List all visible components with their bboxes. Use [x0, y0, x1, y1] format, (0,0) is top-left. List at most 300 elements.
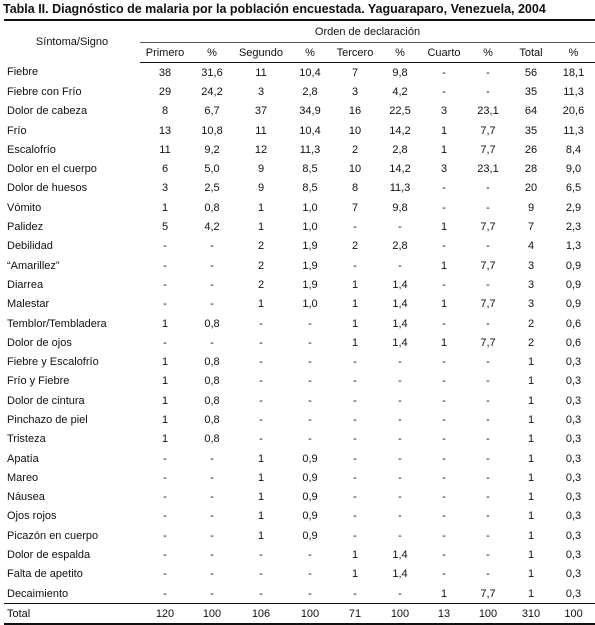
table-cell: 1	[257, 510, 265, 523]
table-row	[4, 410, 595, 429]
table-cell: 100	[190, 604, 234, 625]
table-cell: -	[442, 240, 446, 253]
table-cell: 8,5	[302, 163, 318, 176]
table-cell: -	[163, 298, 167, 311]
table-row	[4, 449, 595, 468]
table-cell: 7,7	[480, 587, 496, 600]
table-cell: -	[259, 587, 263, 600]
table-cell: 2,5	[204, 182, 220, 195]
table-cell: 9,8	[392, 201, 408, 214]
table-row	[4, 565, 595, 584]
table-cell: 7,7	[480, 259, 496, 272]
table-cell: 28	[524, 163, 538, 176]
table-cell: -	[308, 375, 312, 388]
table-cell: -	[398, 356, 402, 369]
table-cell: -	[442, 317, 446, 330]
table-cell: 0,8	[204, 317, 220, 330]
table-cell: 3	[257, 85, 265, 98]
table-cell: 5,0	[204, 163, 220, 176]
table-cell: -	[398, 433, 402, 446]
table-cell: -	[442, 278, 446, 291]
table-cell: -	[210, 336, 214, 349]
table-cell: 2	[527, 317, 535, 330]
row-label: Escalofrío	[7, 143, 56, 156]
table-cell: 1	[257, 452, 265, 465]
table-cell: 1	[527, 375, 535, 388]
table-cell: 18,1	[562, 66, 585, 79]
total-row	[4, 604, 595, 625]
row-label: Náusea	[7, 491, 45, 504]
column-header: %	[466, 43, 510, 63]
row-label: Dolor de cabeza	[7, 105, 88, 118]
table-cell: 9,0	[565, 163, 582, 176]
table-cell: 2,8	[302, 85, 318, 98]
table-cell: 0,8	[204, 413, 220, 426]
row-label: Decaimiento	[7, 587, 69, 600]
table-cell: 16	[348, 105, 362, 118]
row-label: Frío y Fiebre	[7, 375, 70, 388]
table-cell: 2	[351, 240, 359, 253]
table-cell: -	[442, 85, 446, 98]
table-cell: 1	[440, 143, 448, 156]
table-cell: 1	[257, 491, 265, 504]
column-header: %	[190, 43, 234, 63]
table-cell: -	[442, 182, 446, 195]
declaration-order-header: Orden de declaración	[140, 20, 595, 43]
table-cell: 8	[161, 105, 169, 118]
table-cell: 1,0	[302, 298, 318, 311]
table-cell: 11	[159, 143, 171, 156]
table-cell: -	[486, 471, 490, 484]
table-cell: 23,1	[477, 105, 499, 118]
table-cell: 1	[161, 413, 169, 426]
table-cell: 26	[524, 143, 538, 156]
table-row	[4, 314, 595, 333]
table-cell: 0,3	[565, 452, 582, 465]
table-cell: 1	[351, 549, 359, 562]
table-cell: 8	[351, 182, 359, 195]
column-header: %	[552, 43, 595, 63]
row-label: Pinchazo de piel	[7, 413, 88, 426]
table-cell: -	[163, 549, 167, 562]
table-title: Tabla II. Diagnóstico de malaria por la población encuestada. Yaguaraparo, Venezuela, 2004	[3, 2, 546, 16]
table-cell: 0,9	[565, 259, 582, 272]
column-header: Segundo	[234, 43, 288, 63]
table-cell: 7,7	[480, 336, 496, 349]
table-cell: 10	[348, 124, 362, 137]
table-cell: -	[442, 413, 446, 426]
table-row	[4, 82, 595, 101]
table-cell: -	[442, 491, 446, 504]
table-cell: -	[353, 394, 357, 407]
table-cell: 0,8	[204, 201, 220, 214]
table-cell: -	[486, 394, 490, 407]
table-cell: -	[163, 510, 167, 523]
table-cell: 100	[378, 604, 422, 625]
table-cell: -	[353, 529, 357, 542]
table-cell: 1,9	[302, 278, 318, 291]
row-label: Frío	[7, 124, 27, 137]
table-cell: 56	[524, 66, 538, 79]
table-cell: -	[353, 491, 357, 504]
table-cell: 34,9	[299, 105, 321, 118]
row-label: Debilidad	[7, 240, 53, 253]
table-cell: -	[486, 182, 490, 195]
table-cell: 71	[332, 604, 378, 625]
table-cell: -	[486, 85, 490, 98]
table-cell: -	[210, 240, 214, 253]
table-cell: -	[486, 375, 490, 388]
row-label: Falta de apetito	[7, 568, 83, 581]
row-label: Fiebre con Frío	[7, 85, 82, 98]
row-label: Dolor en el cuerpo	[7, 163, 97, 176]
table-cell: 3	[527, 259, 535, 272]
table-cell: 11,3	[563, 124, 584, 137]
table-cell: 7,7	[480, 221, 496, 234]
table-cell: 7	[527, 221, 535, 234]
table-cell: 2	[527, 336, 535, 349]
table-row	[4, 333, 595, 352]
table-row	[4, 526, 595, 545]
table-cell: -	[308, 317, 312, 330]
table-cell: -	[442, 452, 446, 465]
table-cell: 1	[257, 221, 265, 234]
table-cell: -	[398, 510, 402, 523]
table-cell: -	[398, 452, 402, 465]
table-cell: 11,3	[299, 143, 321, 156]
table-cell: 10,8	[201, 124, 223, 137]
table-cell: -	[398, 394, 402, 407]
table-cell: -	[259, 375, 263, 388]
table-cell: 1	[527, 568, 535, 581]
table-row	[4, 63, 595, 83]
table-cell: 0,8	[204, 356, 220, 369]
table-cell: -	[210, 587, 214, 600]
table-cell: -	[486, 549, 490, 562]
table-cell: 0,3	[565, 433, 582, 446]
table-cell: 4,2	[392, 85, 408, 98]
table-cell: -	[486, 413, 490, 426]
table-cell: -	[259, 433, 263, 446]
table-cell: 1	[257, 201, 265, 214]
table-cell: 2	[257, 259, 265, 272]
table-cell: 1,4	[392, 568, 408, 581]
table-cell: -	[353, 433, 357, 446]
table-cell: 0,9	[302, 510, 318, 523]
table-cell: 37	[254, 105, 268, 118]
table-cell: 29	[158, 85, 172, 98]
table-cell: -	[353, 452, 357, 465]
table-cell: -	[210, 259, 214, 272]
table-cell: 0,9	[302, 452, 318, 465]
column-header: Primero	[140, 43, 190, 63]
table-cell: 2	[257, 240, 265, 253]
table-cell: 3	[527, 298, 535, 311]
table-cell: -	[398, 375, 402, 388]
table-cell: 1,9	[302, 240, 318, 253]
table-cell: -	[163, 336, 167, 349]
table-cell: -	[486, 510, 490, 523]
table-cell: -	[353, 510, 357, 523]
table-cell: -	[163, 471, 167, 484]
table-cell: 23,1	[477, 163, 499, 176]
malaria-diagnosis-table	[4, 19, 595, 625]
row-label: Malestar	[7, 298, 50, 311]
row-label: Apatía	[7, 452, 39, 465]
table-cell: 3	[440, 105, 448, 118]
table-cell: -	[442, 394, 446, 407]
table-row	[4, 217, 595, 236]
table-cell: 1	[161, 375, 169, 388]
table-cell: 1	[440, 298, 448, 311]
table-cell: 3	[440, 163, 448, 176]
table-cell: -	[486, 356, 490, 369]
table-cell: -	[163, 240, 167, 253]
table-cell: 8,5	[302, 182, 318, 195]
table-cell: 1	[161, 433, 169, 446]
row-label: Picazón en cuerpo	[7, 529, 99, 542]
table-cell: 1	[527, 452, 535, 465]
table-cell: -	[486, 240, 490, 253]
table-cell: -	[442, 510, 446, 523]
table-cell: 0,6	[565, 336, 582, 349]
table-cell: 0,8	[204, 375, 220, 388]
table-cell: 1	[351, 568, 359, 581]
table-cell: 11	[255, 124, 267, 137]
table-cell: 7	[351, 201, 359, 214]
row-label: Temblor/Tembladera	[7, 317, 107, 330]
table-cell: 0,3	[565, 375, 582, 388]
table-row	[4, 468, 595, 487]
row-label: Diarrea	[7, 278, 44, 291]
table-cell: -	[353, 375, 357, 388]
table-cell: -	[210, 510, 214, 523]
table-cell: 7,7	[480, 124, 496, 137]
table-cell: -	[486, 491, 490, 504]
table-cell: 1	[257, 471, 265, 484]
table-cell: -	[210, 529, 214, 542]
table-cell: 0,3	[565, 491, 582, 504]
table-cell: -	[486, 433, 490, 446]
table-cell: 0,3	[565, 471, 582, 484]
table-row	[4, 102, 595, 121]
table-cell: 7	[351, 66, 359, 79]
table-cell: -	[442, 375, 446, 388]
table-cell: 6,7	[204, 105, 220, 118]
table-cell: 14,2	[389, 163, 411, 176]
table-cell: -	[486, 529, 490, 542]
row-label: Fiebre y Escalofrío	[7, 356, 99, 369]
table-cell: 1,4	[392, 278, 408, 291]
table-cell: 9,8	[392, 66, 408, 79]
table-cell: -	[308, 549, 312, 562]
table-cell: 1	[440, 221, 448, 234]
table-cell: -	[259, 317, 263, 330]
table-cell: 1	[527, 413, 535, 426]
table-cell: 1	[527, 529, 535, 542]
table-cell: 0,3	[565, 356, 582, 369]
table-cell: 1	[527, 356, 535, 369]
table-cell: -	[486, 317, 490, 330]
table-cell: 0,9	[302, 491, 318, 504]
table-cell: -	[353, 259, 357, 272]
table-cell: 106	[234, 604, 288, 625]
table-cell: 11	[255, 66, 267, 79]
table-cell: 1,4	[392, 336, 408, 349]
table-cell: -	[353, 221, 357, 234]
table-cell: 4,2	[204, 221, 220, 234]
table-cell: 35	[524, 124, 538, 137]
table-cell: 13	[422, 604, 466, 625]
table-cell: 0,8	[204, 394, 220, 407]
table-cell: 64	[524, 105, 538, 118]
table-cell: 6	[161, 163, 169, 176]
table-cell: -	[398, 413, 402, 426]
table-cell: -	[398, 587, 402, 600]
table-cell: -	[308, 587, 312, 600]
table-cell: 1	[161, 201, 169, 214]
table-cell: -	[442, 66, 446, 79]
table-cell: 3	[351, 85, 359, 98]
table-row	[4, 584, 595, 604]
table-row	[4, 159, 595, 178]
table-cell: -	[486, 452, 490, 465]
table-cell: 1	[440, 336, 448, 349]
table-row	[4, 372, 595, 391]
table-cell: 7,7	[480, 143, 496, 156]
table-cell: 1	[527, 491, 535, 504]
table-cell: -	[398, 529, 402, 542]
table-cell: 0,9	[302, 529, 318, 542]
table-cell: -	[259, 394, 263, 407]
table-cell: 9	[257, 182, 265, 195]
table-cell: -	[486, 568, 490, 581]
table-row	[4, 430, 595, 449]
table-cell: -	[486, 201, 490, 214]
table-cell: -	[442, 471, 446, 484]
table-row	[4, 545, 595, 564]
row-label: Dolor de huesos	[7, 182, 88, 195]
table-cell: 2	[257, 278, 265, 291]
symptom-column-header: Síntoma/Signo	[4, 20, 140, 63]
table-cell: 8,4	[565, 143, 582, 156]
table-cell: 0,3	[565, 587, 582, 600]
header-row-group	[4, 20, 595, 43]
table-cell: 11,3	[389, 182, 411, 195]
table-cell: 1	[527, 394, 535, 407]
table-cell: 120	[140, 604, 190, 625]
table-cell: -	[210, 491, 214, 504]
table-cell: 0,3	[565, 413, 582, 426]
table-cell: -	[163, 568, 167, 581]
table-cell: 3	[527, 278, 535, 291]
table-cell: -	[442, 433, 446, 446]
table-row	[4, 121, 595, 140]
table-row	[4, 198, 595, 217]
table-cell: 5	[161, 221, 169, 234]
column-header: Total	[510, 43, 552, 63]
table-cell: -	[308, 356, 312, 369]
table-cell: -	[163, 452, 167, 465]
table-cell: 35	[524, 85, 538, 98]
table-cell: 2	[351, 143, 359, 156]
table-cell: -	[442, 201, 446, 214]
row-label: Tristeza	[7, 433, 46, 446]
table-cell: 14,2	[389, 124, 411, 137]
table-cell: -	[442, 568, 446, 581]
table-cell: 4	[527, 240, 535, 253]
column-header: %	[288, 43, 332, 63]
table-row	[4, 275, 595, 294]
table-cell: 1	[161, 394, 169, 407]
table-cell: 1	[527, 587, 535, 600]
table-cell: 6,5	[565, 182, 582, 195]
table-cell: 2,9	[565, 201, 582, 214]
table-cell: -	[210, 549, 214, 562]
table-cell: -	[259, 549, 263, 562]
table-cell: 10	[348, 163, 362, 176]
table-cell: 11,3	[563, 85, 584, 98]
table-cell: 1,0	[302, 201, 318, 214]
table-cell: -	[163, 491, 167, 504]
table-row	[4, 507, 595, 526]
table-cell: 1	[351, 278, 359, 291]
table-cell: 1	[257, 298, 265, 311]
table-cell: -	[486, 278, 490, 291]
table-cell: 0,9	[302, 471, 318, 484]
table-cell: -	[259, 336, 263, 349]
table-cell: -	[353, 356, 357, 369]
row-label: Vómito	[7, 201, 42, 214]
table-cell: 20	[524, 182, 538, 195]
table-row	[4, 237, 595, 256]
table-cell: 1	[351, 317, 359, 330]
table-cell: 1	[161, 317, 169, 330]
table-cell: 10,4	[299, 124, 321, 137]
table-cell: -	[163, 529, 167, 542]
table-row	[4, 352, 595, 371]
table-cell: 2,8	[392, 240, 408, 253]
table-cell: -	[398, 471, 402, 484]
table-cell: -	[210, 568, 214, 581]
table-cell: 10,4	[299, 66, 321, 79]
table-cell: 38	[158, 66, 172, 79]
table-cell: -	[163, 259, 167, 272]
table-cell: -	[259, 356, 263, 369]
table-row	[4, 140, 595, 159]
table-cell: 1,4	[392, 317, 408, 330]
table-body	[4, 63, 595, 604]
table-cell: 0,9	[565, 298, 582, 311]
table-cell: 1	[257, 529, 265, 542]
table-cell: 1	[161, 356, 169, 369]
table-cell: -	[308, 394, 312, 407]
table-cell: 1,9	[302, 259, 318, 272]
table-cell: -	[210, 452, 214, 465]
table-cell: 31,6	[201, 66, 223, 79]
table-cell: 3	[161, 182, 169, 195]
table-cell: -	[398, 221, 402, 234]
table-cell: 1,3	[565, 240, 582, 253]
table-cell: 1	[527, 549, 535, 562]
table-cell: 9	[527, 201, 535, 214]
table-cell: 2,3	[565, 221, 582, 234]
table-cell: -	[163, 587, 167, 600]
row-label: Fiebre	[7, 66, 39, 79]
table-cell: 0,3	[565, 549, 582, 562]
table-cell: 1	[440, 124, 448, 137]
table-cell: -	[210, 471, 214, 484]
